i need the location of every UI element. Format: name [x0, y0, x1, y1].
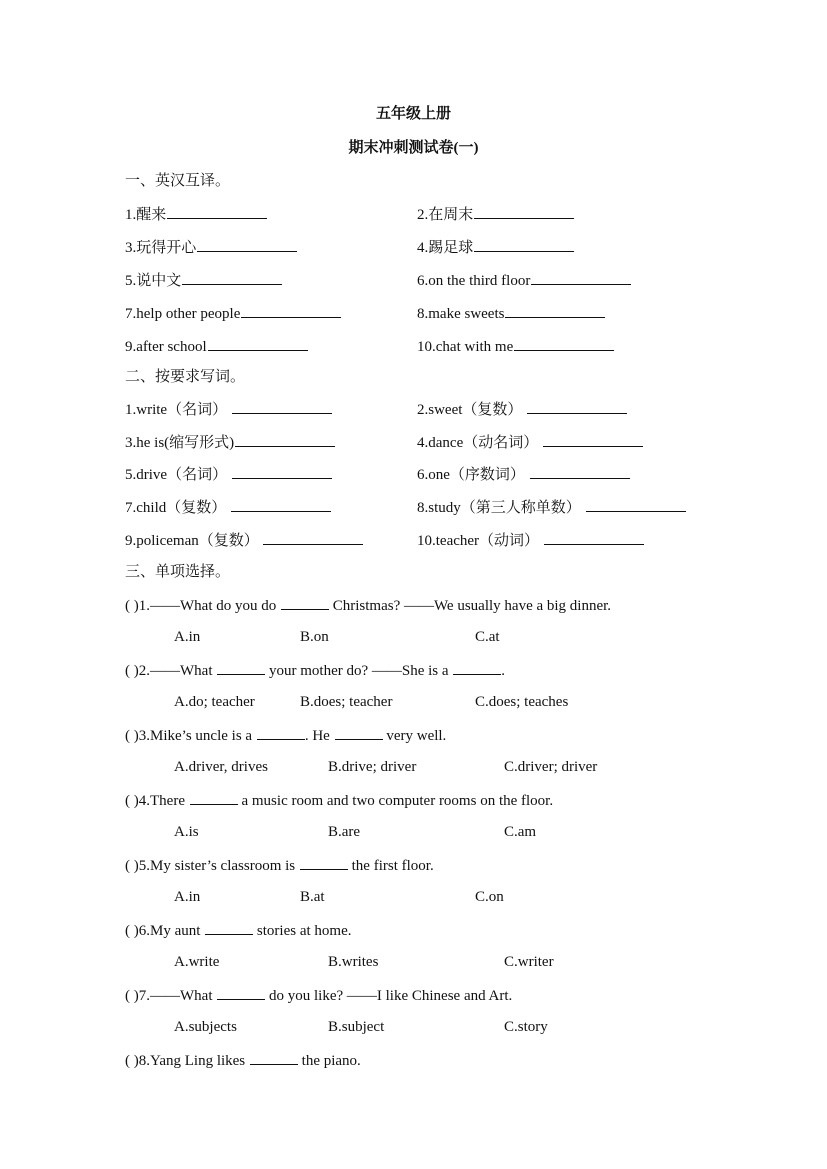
- question-text: ——What: [150, 663, 213, 679]
- s2-item-4-label: 4.dance（动名词）: [417, 435, 539, 451]
- question-text: ——What do you do: [150, 598, 277, 614]
- section3-heading: 三、单项选择。: [125, 564, 231, 580]
- s2-item-6-label: 6.one（序数词）: [417, 467, 525, 483]
- answer-blank: [335, 725, 383, 740]
- answer-blank[interactable]: [232, 399, 332, 414]
- answer-blank[interactable]: [505, 303, 605, 318]
- question-number: 6.: [138, 923, 150, 939]
- option-b[interactable]: B.writes: [328, 954, 379, 970]
- question-text: My aunt: [150, 923, 201, 939]
- s1-item-3: [125, 237, 297, 258]
- question-text: very well.: [386, 728, 447, 744]
- s2-item-1-label: 1.write（名词）: [125, 402, 228, 418]
- question-5: [125, 855, 434, 876]
- s2-item-7-label: 7.child（复数）: [125, 500, 227, 516]
- s1-item-10-label: 10.chat with me: [417, 339, 514, 355]
- answer-blank[interactable]: [474, 237, 574, 252]
- answer-paren[interactable]: ( ): [125, 663, 139, 679]
- question-6: [125, 920, 352, 941]
- answer-blank[interactable]: [232, 464, 332, 479]
- answer-blank[interactable]: [530, 464, 630, 479]
- answer-blank[interactable]: [263, 530, 363, 545]
- page-title: 五年级上册: [375, 106, 451, 122]
- s1-item-5: [125, 270, 282, 291]
- section2-heading: 二、按要求写词。: [125, 369, 246, 385]
- option-c[interactable]: C.on: [475, 889, 504, 905]
- s2-item-5: [125, 464, 332, 485]
- s1-item-2-label: 2.在周末: [417, 207, 474, 223]
- answer-blank[interactable]: [241, 303, 341, 318]
- option-c[interactable]: C.driver; driver: [504, 759, 598, 775]
- s2-item-3: [125, 432, 335, 453]
- question-text: My sister’s classroom is: [150, 858, 296, 874]
- question-text: your mother do? ——She is a: [268, 663, 449, 679]
- question-number: 4.: [138, 793, 150, 809]
- s1-item-8-label: 8.make sweets: [417, 306, 505, 322]
- page-subtitle: 期末冲刺测试卷(一): [348, 140, 479, 156]
- option-a[interactable]: A.in: [174, 889, 201, 905]
- s1-item-5-label: 5.说中文: [125, 273, 182, 289]
- s1-item-7-label: 7.help other people: [125, 306, 241, 322]
- question-number: 2.: [138, 663, 150, 679]
- option-a[interactable]: A.in: [174, 629, 201, 645]
- answer-blank[interactable]: [231, 497, 331, 512]
- answer-blank: [217, 985, 265, 1000]
- question-3: [125, 725, 446, 746]
- s1-item-4: [417, 237, 574, 258]
- s2-item-4: [417, 432, 643, 453]
- answer-blank[interactable]: [208, 336, 308, 351]
- answer-blank[interactable]: [474, 204, 574, 219]
- question-text: Mike’s uncle is a: [150, 728, 253, 744]
- s1-item-6: [417, 270, 631, 291]
- s1-item-6-label: 6.on the third floor: [417, 273, 531, 289]
- option-a[interactable]: A.subjects: [174, 1019, 237, 1035]
- s2-item-9: [125, 530, 363, 551]
- answer-paren[interactable]: ( ): [125, 988, 139, 1004]
- option-b[interactable]: B.at: [300, 889, 325, 905]
- s2-item-8-label: 8.study（第三人称单数）: [417, 500, 581, 516]
- answer-paren[interactable]: ( ): [125, 793, 139, 809]
- s2-item-6: [417, 464, 630, 485]
- answer-blank: [190, 790, 238, 805]
- s2-item-3-label: 3.he is(缩写形式): [125, 435, 235, 451]
- answer-paren[interactable]: ( ): [125, 1053, 139, 1069]
- option-a[interactable]: A.is: [174, 824, 199, 840]
- s1-item-9-label: 9.after school: [125, 339, 207, 355]
- option-b[interactable]: B.subject: [328, 1019, 385, 1035]
- question-text: There: [150, 793, 185, 809]
- question-number: 7.: [138, 988, 150, 1004]
- answer-blank: [281, 595, 329, 610]
- option-c[interactable]: C.does; teaches: [475, 694, 569, 710]
- s2-item-9-label: 9.policeman（复数）: [125, 533, 259, 549]
- answer-blank[interactable]: [527, 399, 627, 414]
- question-text: do you like? ——I like Chinese and Art.: [268, 988, 513, 1004]
- option-b[interactable]: B.on: [300, 629, 329, 645]
- answer-blank: [453, 660, 501, 675]
- s2-item-2: [417, 399, 627, 420]
- s1-item-3-label: 3.玩得开心: [125, 240, 197, 256]
- answer-blank[interactable]: [514, 336, 614, 351]
- answer-blank[interactable]: [235, 432, 335, 447]
- question-text: . He: [304, 728, 330, 744]
- question-number: 3.: [138, 728, 150, 744]
- question-text: Christmas? ——We usually have a big dinner.: [332, 598, 612, 614]
- answer-paren[interactable]: ( ): [125, 858, 139, 874]
- answer-blank[interactable]: [543, 432, 643, 447]
- answer-blank: [217, 660, 265, 675]
- question-number: 1.: [138, 598, 150, 614]
- answer-paren[interactable]: ( ): [125, 923, 139, 939]
- answer-blank[interactable]: [182, 270, 282, 285]
- question-number: 8.: [138, 1053, 150, 1069]
- answer-paren[interactable]: ( ): [125, 728, 139, 744]
- option-a[interactable]: A.write: [174, 954, 220, 970]
- answer-blank[interactable]: [167, 204, 267, 219]
- question-text: the first floor.: [351, 858, 434, 874]
- question-text: ——What: [150, 988, 213, 1004]
- section1-heading: 一、英汉互译。: [125, 173, 231, 189]
- answer-blank: [257, 725, 305, 740]
- question-text: the piano.: [301, 1053, 361, 1069]
- question-text: a music room and two computer rooms on the floor.: [241, 793, 554, 809]
- s1-item-8: [417, 303, 605, 324]
- answer-blank[interactable]: [586, 497, 686, 512]
- question-1: [125, 595, 611, 616]
- s1-item-7: [125, 303, 341, 324]
- question-2: [125, 660, 505, 681]
- s2-item-10: [417, 530, 644, 551]
- option-c[interactable]: C.am: [504, 824, 537, 840]
- s1-item-1: [125, 204, 267, 225]
- s2-item-1: [125, 399, 332, 420]
- question-number: 5.: [138, 858, 150, 874]
- question-text: stories at home.: [256, 923, 352, 939]
- s1-item-4-label: 4.踢足球: [417, 240, 474, 256]
- question-8: [125, 1050, 361, 1071]
- s2-item-2-label: 2.sweet（复数）: [417, 402, 523, 418]
- s2-item-7: [125, 497, 331, 518]
- s2-item-8: [417, 497, 686, 518]
- answer-blank[interactable]: [531, 270, 631, 285]
- question-4: [125, 790, 553, 811]
- question-text: .: [501, 663, 506, 679]
- s1-item-9: [125, 336, 308, 357]
- option-b[interactable]: B.are: [328, 824, 361, 840]
- option-b[interactable]: B.does; teacher: [300, 694, 393, 710]
- answer-blank: [300, 855, 348, 870]
- question-7: [125, 985, 512, 1006]
- option-b[interactable]: B.drive; driver: [328, 759, 417, 775]
- option-c[interactable]: C.story: [504, 1019, 548, 1035]
- answer-blank: [250, 1050, 298, 1065]
- answer-blank: [205, 920, 253, 935]
- answer-paren[interactable]: ( ): [125, 598, 139, 614]
- option-c[interactable]: C.writer: [504, 954, 554, 970]
- s2-item-5-label: 5.drive（名词）: [125, 467, 228, 483]
- option-a[interactable]: A.driver, drives: [174, 759, 268, 775]
- s1-item-1-label: 1.醒来: [125, 207, 167, 223]
- answer-blank[interactable]: [197, 237, 297, 252]
- answer-blank[interactable]: [544, 530, 644, 545]
- question-text: Yang Ling likes: [150, 1053, 246, 1069]
- option-a[interactable]: A.do; teacher: [174, 694, 255, 710]
- s1-item-10: [417, 336, 614, 357]
- s2-item-10-label: 10.teacher（动词）: [417, 533, 540, 549]
- option-c[interactable]: C.at: [475, 629, 500, 645]
- s1-item-2: [417, 204, 574, 225]
